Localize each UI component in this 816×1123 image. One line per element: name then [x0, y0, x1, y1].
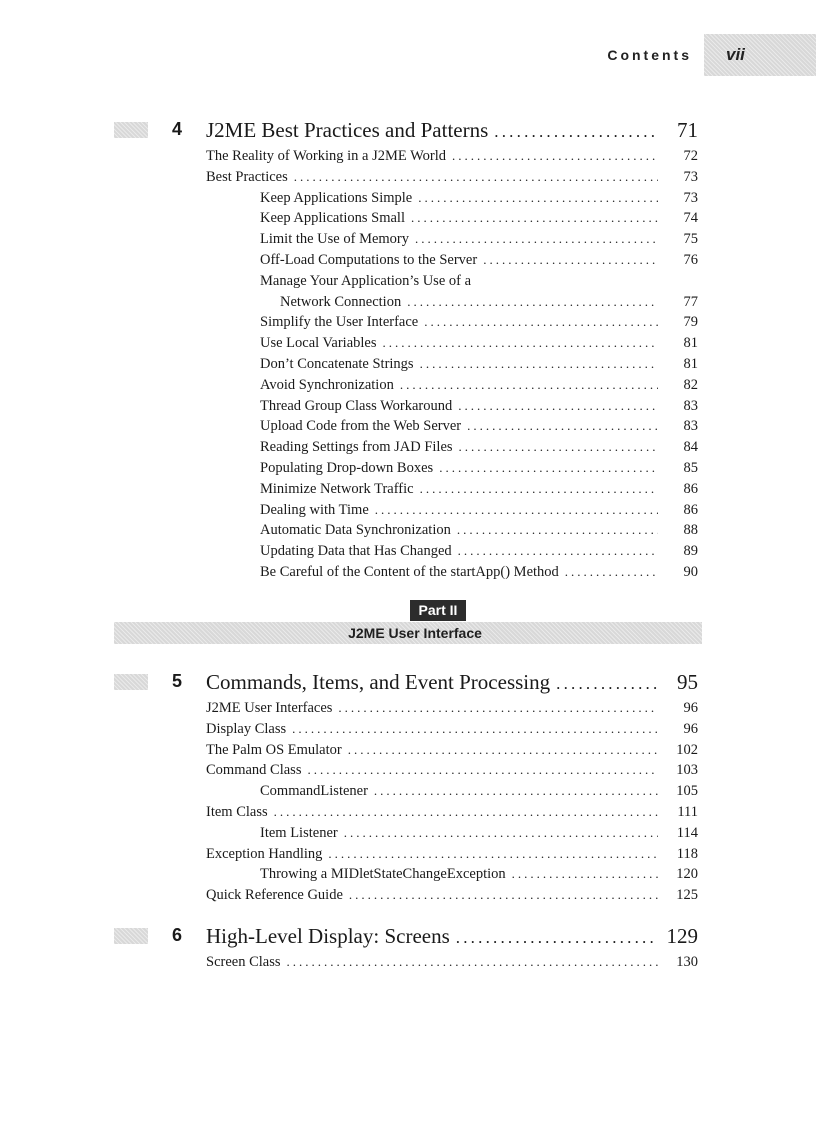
dot-leader — [287, 954, 659, 970]
dot-leader — [349, 887, 658, 903]
toc-entry[interactable] — [260, 502, 698, 523]
toc-entry-page: 105 — [676, 783, 698, 800]
dot-leader — [415, 231, 658, 247]
chapter-heading — [0, 670, 816, 698]
toc-entry[interactable] — [260, 231, 698, 252]
dot-leader — [420, 481, 658, 497]
toc-entry-title: Be Careful of the Content of the startApp() Method — [260, 563, 559, 580]
dot-leader — [383, 335, 659, 351]
chapter-number: 6 — [172, 925, 183, 945]
toc-entry-page: 72 — [683, 148, 698, 164]
toc-entry-title: Updating Data that Has Changed — [260, 543, 452, 560]
toc-entry-title: Manage Your Application’s Use of a — [260, 272, 472, 289]
dot-leader — [338, 700, 658, 716]
dot-leader — [400, 377, 658, 393]
toc-entry[interactable] — [260, 866, 698, 887]
toc-entry-title: The Reality of Working in a J2ME World — [206, 148, 446, 164]
chapter-4 — [0, 118, 816, 585]
toc-entry-title: Screen Class — [206, 954, 281, 970]
toc-entry[interactable] — [260, 398, 698, 419]
toc-entry-page: 102 — [676, 741, 698, 758]
toc-entry[interactable] — [260, 210, 698, 231]
dot-leader — [292, 721, 658, 737]
toc-entry-title: CommandListener — [260, 783, 368, 800]
chapter-title: Commands, Items, and Event Processing — [206, 670, 551, 694]
chapter-entries — [0, 954, 816, 975]
toc-entry-page: 96 — [683, 720, 698, 737]
toc-entry-title: Command Class — [206, 762, 302, 779]
toc-entry-page: 73 — [683, 189, 698, 206]
chapter-entries — [0, 148, 816, 585]
toc-entry-page: 120 — [676, 866, 698, 883]
running-header — [607, 34, 816, 76]
toc-entry-title: Automatic Data Synchronization — [260, 522, 451, 539]
toc-entry[interactable] — [260, 543, 698, 564]
toc-entry[interactable] — [206, 887, 698, 908]
dot-leader — [420, 356, 658, 372]
dot-leader — [458, 543, 658, 559]
dot-leader — [348, 742, 658, 758]
dot-leader — [374, 783, 658, 799]
chapter-number: 4 — [172, 119, 183, 139]
toc-entry-title: Dealing with Time — [260, 501, 369, 518]
toc-entry-page: 83 — [683, 418, 698, 435]
toc-entry[interactable] — [260, 273, 698, 294]
toc-entry-title: Limit the Use of Memory — [260, 231, 410, 248]
toc-entry-page: 130 — [676, 954, 698, 970]
dot-leader — [459, 439, 658, 455]
dot-leader — [512, 866, 658, 882]
toc-entry-page: 84 — [683, 439, 698, 456]
part-title-bar — [114, 622, 702, 644]
toc-entry[interactable] — [280, 294, 698, 315]
toc-entry[interactable] — [260, 564, 698, 585]
toc-entry[interactable] — [206, 846, 698, 867]
toc-entry-page: 85 — [683, 459, 698, 476]
toc-entry[interactable] — [260, 418, 698, 439]
toc-entry[interactable] — [260, 356, 698, 377]
dot-leader — [456, 928, 658, 948]
chapter-page: 129 — [666, 924, 698, 948]
toc-entry-title: Avoid Synchronization — [260, 376, 394, 393]
chapter-title-row[interactable] — [206, 670, 698, 695]
toc-entry-title: Item Class — [206, 803, 268, 820]
chapter-title: High-Level Display: Screens — [206, 924, 450, 948]
toc-entry[interactable] — [260, 783, 698, 804]
toc-entry-page: 82 — [683, 376, 698, 393]
toc-entry-page: 75 — [683, 231, 698, 248]
dot-leader — [494, 122, 658, 142]
toc-entry[interactable] — [206, 954, 698, 975]
part-banner — [114, 600, 702, 644]
toc-entry-title: Exception Handling — [206, 845, 323, 862]
toc-entry-page: 86 — [683, 480, 698, 497]
part-title: J2ME User Interface — [348, 625, 482, 641]
toc-entry-page: 89 — [683, 543, 698, 560]
toc-entry[interactable] — [260, 335, 698, 356]
part-label-wrap — [114, 600, 702, 622]
toc-entry[interactable] — [260, 190, 698, 211]
page-number: vii — [704, 34, 816, 76]
toc-entry-page: 81 — [683, 335, 698, 352]
toc-entry-page: 81 — [683, 355, 698, 372]
toc-entry[interactable] — [260, 460, 698, 481]
toc-entry-page: 86 — [683, 501, 698, 518]
toc-entry[interactable] — [206, 742, 698, 763]
toc-entry-page: 114 — [676, 824, 698, 841]
dot-leader — [307, 762, 658, 778]
chapter-page: 71 — [677, 118, 698, 142]
toc-entry-title: Keep Applications Simple — [260, 189, 413, 206]
chapter-tab-marker — [114, 674, 148, 690]
toc-entry-title: Reading Settings from JAD Files — [260, 439, 453, 456]
chapter-title-row[interactable] — [206, 924, 698, 949]
toc-entry-title: Network Connection — [280, 293, 402, 310]
running-header-label: Contents — [607, 47, 692, 63]
toc-entry-page: 76 — [683, 251, 698, 268]
toc-entry[interactable] — [206, 148, 698, 169]
chapter-6 — [0, 924, 816, 975]
toc-entry-title: Populating Drop-down Boxes — [260, 459, 434, 476]
toc-entry-page: 111 — [677, 803, 698, 820]
dot-leader — [424, 314, 658, 330]
dot-leader — [458, 398, 658, 414]
toc-entry-title: The Palm OS Emulator — [206, 741, 342, 758]
dot-leader — [556, 674, 658, 694]
part-label: Part II — [410, 600, 467, 621]
chapter-title: J2ME Best Practices and Patterns — [206, 118, 489, 142]
toc-entry-title: Thread Group Class Workaround — [260, 397, 453, 414]
toc-entry-page: 90 — [683, 563, 698, 580]
toc-entry-title: Throwing a MIDletStateChangeException — [260, 866, 506, 883]
dot-leader — [457, 522, 658, 538]
dot-leader — [328, 846, 658, 862]
dot-leader — [483, 252, 658, 268]
toc-entry-title: Best Practices — [206, 168, 288, 185]
toc-entry-title: J2ME User Interfaces — [206, 700, 333, 716]
toc-entry-title: Off-Load Computations to the Server — [260, 251, 478, 268]
dot-leader — [439, 460, 658, 476]
toc-entry-title: Quick Reference Guide — [206, 887, 343, 904]
toc-entry-page: 74 — [683, 210, 698, 227]
toc-entry-page: 73 — [683, 168, 698, 185]
dot-leader — [344, 825, 658, 841]
toc-entry[interactable] — [260, 481, 698, 502]
toc-entry-title: Upload Code from the Web Server — [260, 418, 462, 435]
toc-entry[interactable] — [260, 377, 698, 398]
toc-entry-title: Simplify the User Interface — [260, 314, 419, 331]
toc-entry-title: Keep Applications Small — [260, 210, 405, 227]
chapter-tab-marker — [114, 928, 148, 944]
dot-leader — [452, 148, 658, 164]
toc-entry-page: 103 — [676, 762, 698, 779]
dot-leader — [418, 190, 658, 206]
toc-entry-title: Display Class — [206, 720, 287, 737]
toc-entry[interactable] — [260, 252, 698, 273]
toc-entry[interactable] — [260, 825, 698, 846]
dot-leader — [407, 294, 658, 310]
chapter-title-row[interactable] — [206, 118, 698, 143]
chapter-tab-marker — [114, 122, 148, 138]
toc-entry-page: 88 — [683, 522, 698, 539]
toc-entry-page: 125 — [676, 887, 698, 904]
dot-leader — [274, 804, 658, 820]
toc-entry[interactable] — [206, 804, 698, 825]
toc-entry[interactable] — [206, 700, 698, 721]
chapter-entries — [0, 700, 816, 908]
toc-entry[interactable] — [260, 522, 698, 543]
toc-entry-title: Use Local Variables — [260, 335, 377, 352]
dot-leader — [565, 564, 658, 580]
toc-entry-page: 83 — [683, 397, 698, 414]
chapter-5 — [0, 670, 816, 908]
chapter-heading — [0, 924, 816, 952]
chapter-page: 95 — [677, 670, 698, 694]
toc-entry[interactable] — [206, 169, 698, 190]
chapter-number: 5 — [172, 671, 183, 691]
toc-entry-page: 96 — [683, 700, 698, 716]
toc-entry-title: Minimize Network Traffic — [260, 480, 414, 497]
toc-entry-page: 79 — [683, 314, 698, 331]
toc-entry-page: 77 — [683, 293, 698, 310]
toc-entry-page: 118 — [676, 845, 698, 862]
toc-entry-title: Don’t Concatenate Strings — [260, 355, 414, 372]
toc-entry[interactable] — [206, 721, 698, 742]
dot-leader — [467, 418, 658, 434]
toc-entry[interactable] — [206, 762, 698, 783]
dot-leader — [294, 169, 658, 185]
toc-entry[interactable] — [260, 439, 698, 460]
toc-entry-title: Item Listener — [260, 824, 338, 841]
toc-entry[interactable] — [260, 314, 698, 335]
dot-leader — [411, 210, 658, 226]
dot-leader — [375, 502, 658, 518]
chapter-heading — [0, 118, 816, 146]
